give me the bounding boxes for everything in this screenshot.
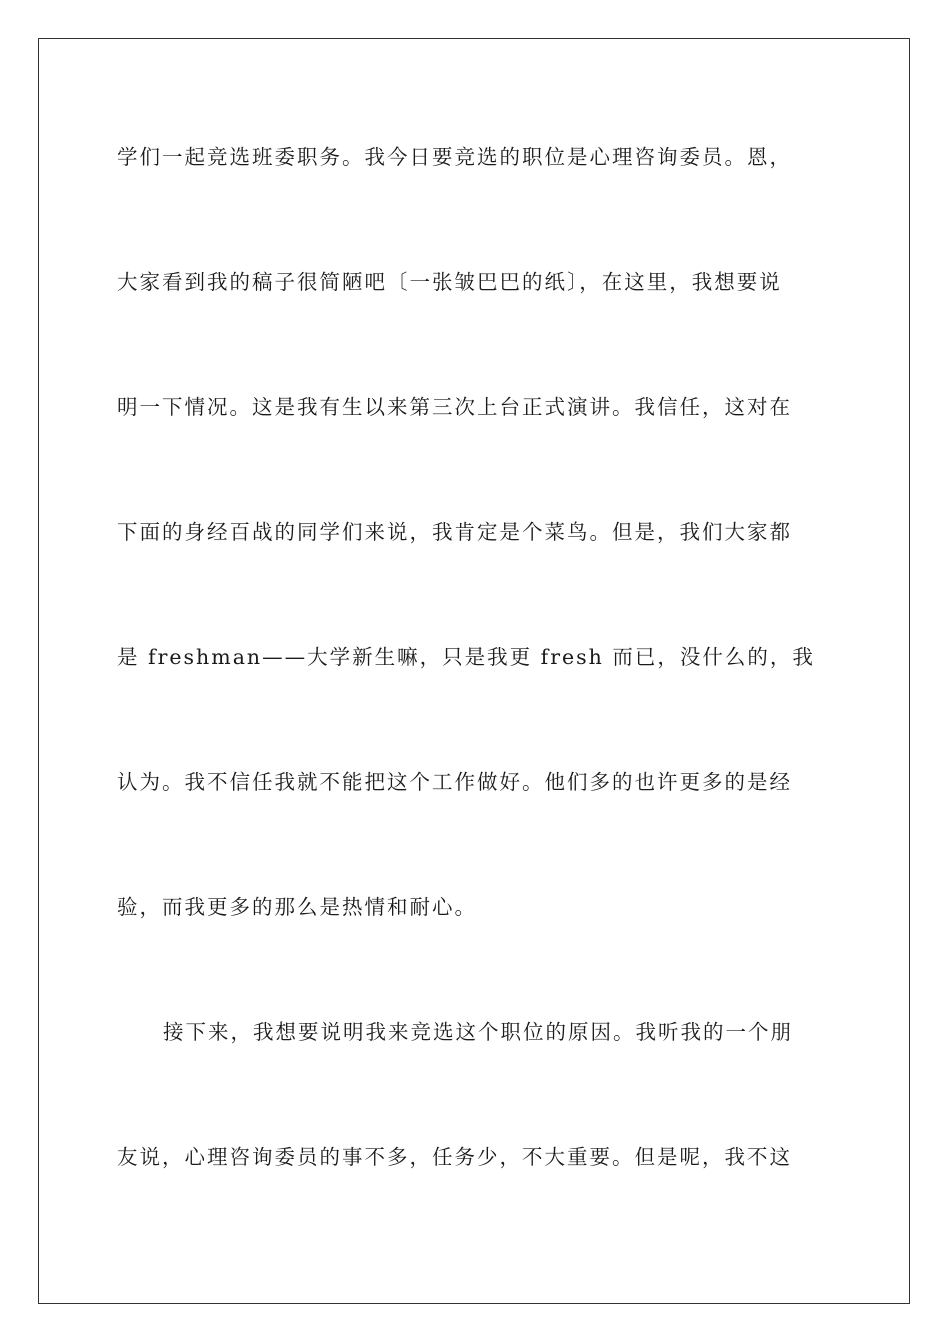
document-body	[117, 117, 833, 1242]
text-line: 明一下情况。这是我有生以来第三次上台正式演讲。我信任，这对在	[117, 395, 792, 419]
text-line: 认为。我不信任我就不能把这个工作做好。他们多的也许更多的是经	[117, 770, 792, 794]
text-line: 下面的身经百战的同学们来说，我肯定是个菜鸟。但是，我们大家都	[117, 520, 792, 544]
text-line: 学们一起竞选班委职务。我今日要竞选的职位是心理咨询委员。恩，	[117, 145, 792, 169]
text-line: 验，而我更多的那么是热情和耐心。	[117, 895, 477, 919]
text-line: 友说，心理咨询委员的事不多，任务少，不大重要。但是呢，我不这	[117, 1145, 792, 1169]
text-line: 大家看到我的稿子很简陋吧〔一张皱巴巴的纸〕，在这里，我想要说	[117, 270, 782, 294]
text-line: 是 freshman——大学新生嘛，只是我更 fresh 而已，没什么的，我	[117, 645, 815, 669]
paragraph-first-line: 接下来，我想要说明我来竞选这个职位的原因。我听我的一个朋	[163, 1020, 793, 1044]
